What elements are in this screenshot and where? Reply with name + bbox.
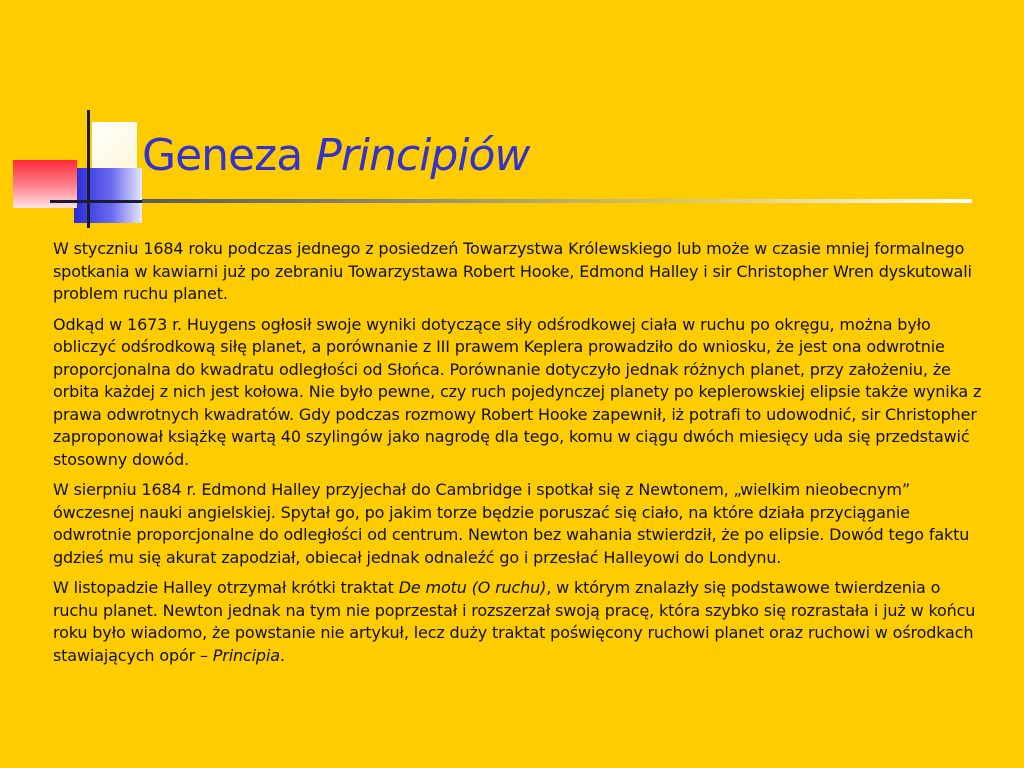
slide-body [53,238,988,675]
vertical-line [87,110,90,228]
p4-part1: W listopadzie Halley otrzymał krótki traktat [53,578,399,597]
paragraph-2: Odkąd w 1673 r. Huygens ogłosił swoje wyniki dotyczące siły odśrodkowej ciała w ruchu po okręgu, można było obliczyć odśrodkową siłę planet, a porównanie z III prawem Keplera prowadziło do wniosku, że jest ona odwrotnie proporcjonalna do kwadratu odległości od Słońca. Porównanie dotyczyło jednak różnych planet, przy założeniu, że orbita każdej z nich jest kołowa. Nie było pewne, czy ruch pojedynczej planety po keplerowskiej elipsie także wynika z prawa odwrotnych kwadratów. Gdy podczas rozmowy Robert Hooke zapewnił, iż potrafi to udowodnić, sir Christopher zaproponował książkę wartą 40 szylingów jako nagrodę dla tego, komu w ciągu dwóch miesięcy uda się przedstawić stosowny dowód. [53,314,982,469]
p4-part3: . [279,645,285,665]
horizontal-line [50,200,150,203]
title-plain: Geneza [142,130,303,181]
paragraph-4 [53,577,988,667]
title-underline-rule [142,199,972,203]
paragraph-1: W styczniu 1684 roku podczas jednego z posiedzeń Towarzystwa Królewskiego lub może w czasie mniej formalnego spotkania w kawiarni już po zebraniu Towarzystawa Robert Hooke, Edmond Halley i sir Christopher Wren dyskutowali problem ruchu planet. [53,239,972,303]
p4-italic-principia: Principia [212,645,280,665]
p4-part2: , w którym znalazły się podstawowe twierdzenia o ruchu planet. Newton jednak na tym nie poprzestał i rozszerzał swoją pracę, która szybko się rozrastała i już w końcu roku było wiadomo, że powstanie nie artykuł, lecz duży traktat poświęcony ruchowi planet oraz ruchowi w ośrodkach stawiających opór – [53,578,976,665]
paragraph-3: W sierpniu 1684 r. Edmond Halley przyjechał do Cambridge i spotkał się z Newtonem, „wielkim nieobecnym” ówczesnej nauki angielskiej. Spytał go, po jakim torze będzie poruszać się ciało, na które działa przyciąganie odwrotnie proporcjonalne do odległości od centrum. Newton bez wahania stwierdził, że po elipsie. Dowód tego faktu gdzieś mu się akurat zapodział, obiecał jednak odnaleźć go i przesłać Halleyowi do Londynu. [53,480,970,567]
white-square [92,122,137,174]
title-italic: Principiów [315,130,530,181]
slide-title [142,130,529,181]
blue-square [74,168,142,223]
p4-italic-de-motu: De motu (O ruchu) [398,578,547,597]
decorative-squares-logo [10,105,150,235]
